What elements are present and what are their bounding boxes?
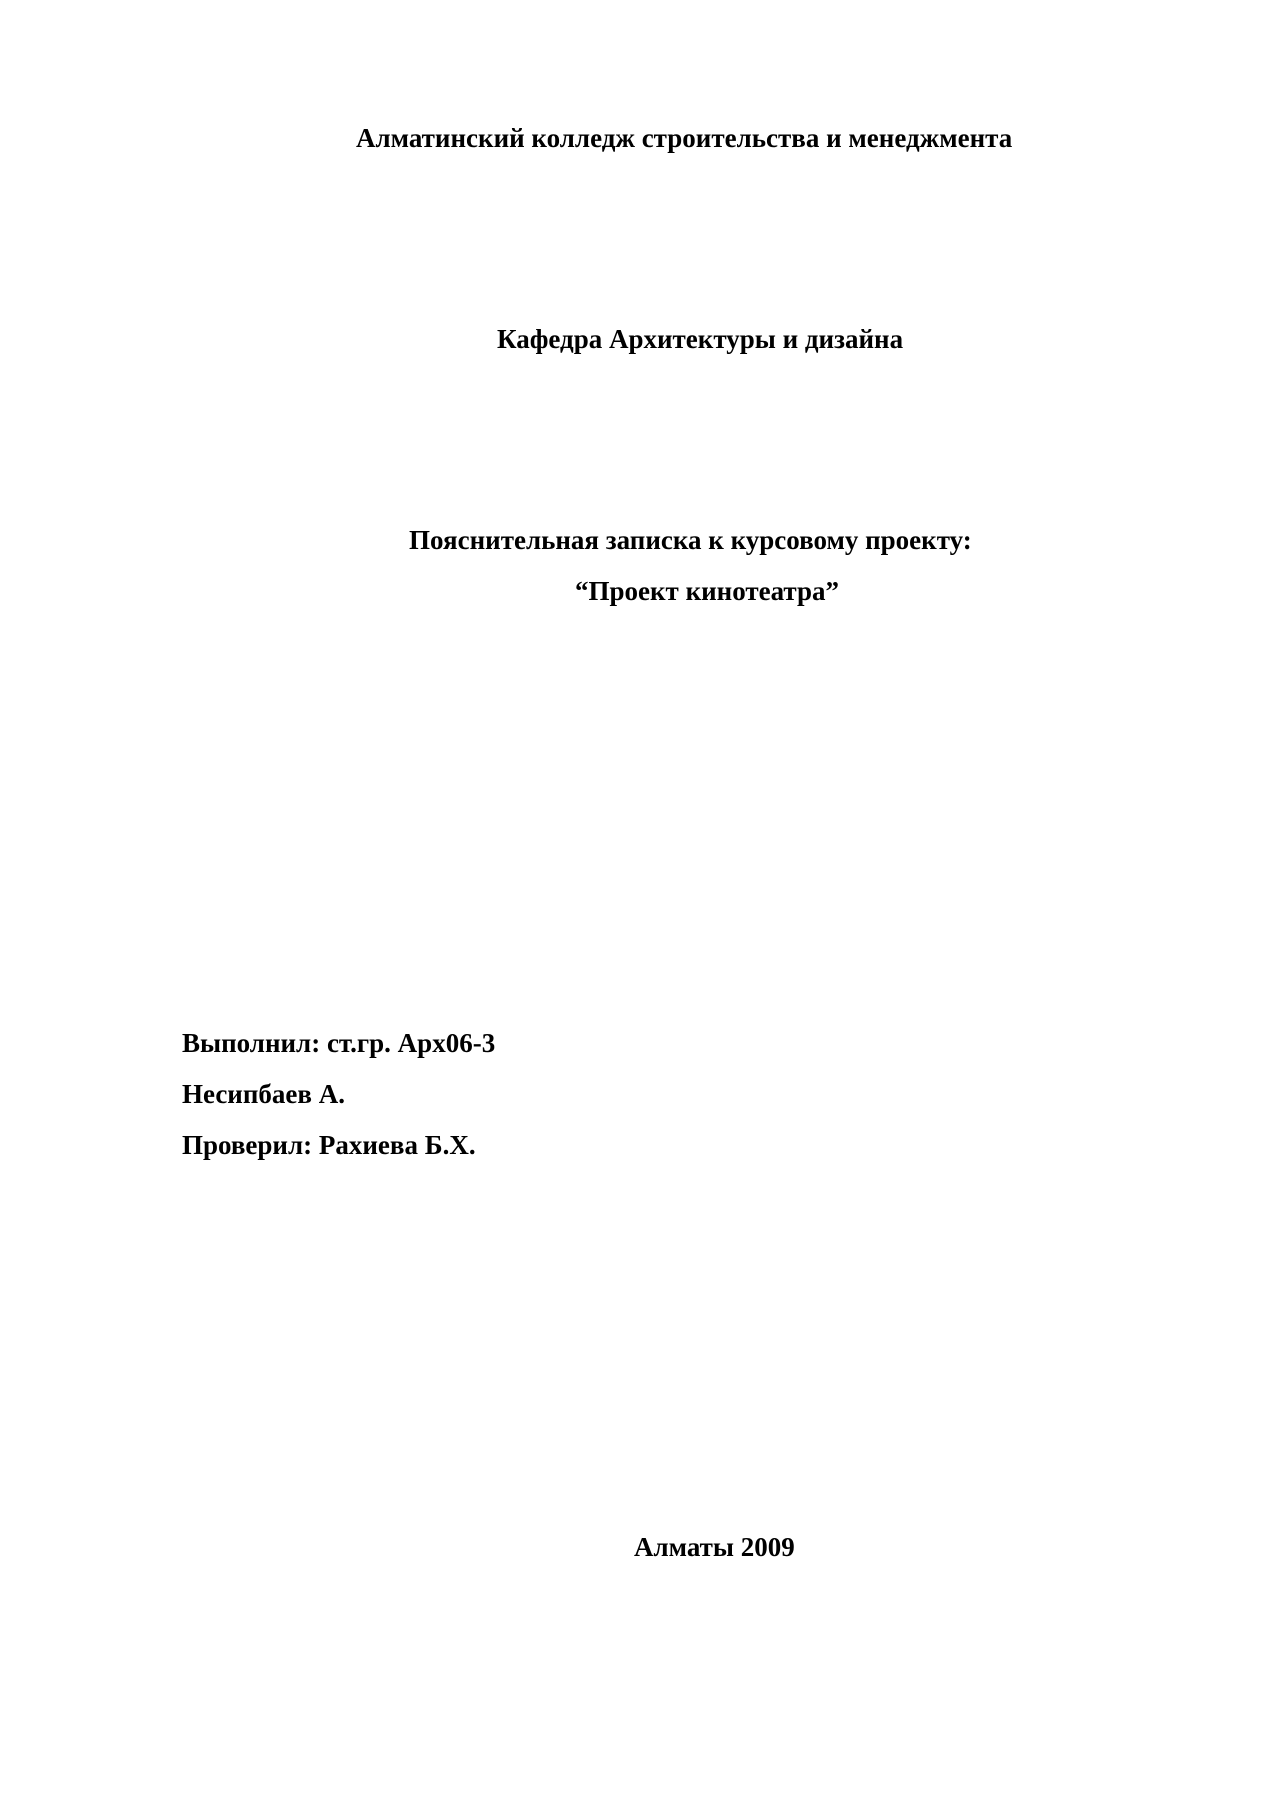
note-title: Пояснительная записка к курсовому проекту: (409, 525, 972, 555)
department-name: Кафедра Архитектуры и дизайна (497, 324, 904, 354)
city-year: Алматы 2009 (634, 1532, 795, 1562)
checked-by: Проверил: Рахиева Б.Х. (182, 1130, 476, 1160)
performed-by: Выполнил: ст.гр. Арх06-3 (182, 1028, 496, 1058)
student-name: Несипбаев А. (182, 1079, 345, 1109)
project-name: “Проект кинотеатра” (575, 576, 840, 606)
college-name: Алматинский колледж строительства и менеджмента (356, 123, 1013, 153)
